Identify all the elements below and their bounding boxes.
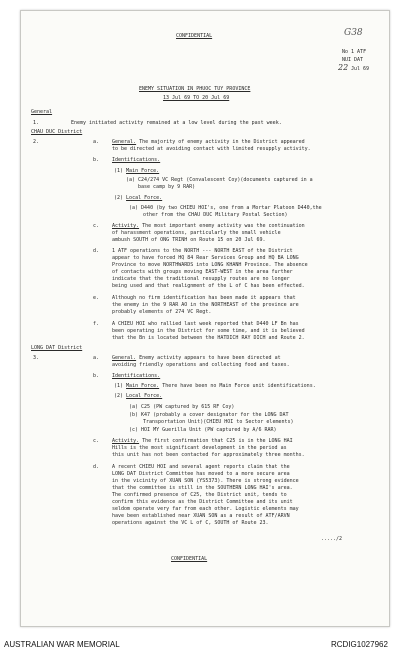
para-text: other from the CHAU DUC Military Postal Section): [143, 212, 288, 218]
para-text: that the committee is still in the SOUTHERN LONG HAI's area.: [112, 485, 293, 491]
para-text: (a) C24/274 VC Regt (Convalescent Coy)(documents captured in a: [126, 177, 313, 183]
archive-name: AUSTRALIAN WAR MEMORIAL: [4, 640, 120, 649]
para-text: A CHIEU HOI who rallied last week reported that D440 LF Bn has: [112, 321, 299, 327]
para-text: (a) D440 (by two CHIEU HOI's, one from a Mortar Platoon D440,the: [129, 205, 322, 211]
para-text: appear to have forced HQ 84 Rear Services Group and HQ BA LONG: [112, 255, 299, 261]
para-text: base camp by 9 RAR): [138, 184, 196, 190]
sub-label: a.: [93, 139, 100, 145]
item-title: Main Force.: [126, 168, 160, 174]
sub-title: Identifications.: [112, 157, 161, 163]
para-text: (a) C25 (PW captured by 615 RF Coy): [129, 404, 235, 410]
archive-reference: RCDIG1027962: [331, 640, 388, 649]
sub-title: Activity.: [112, 223, 140, 229]
para-text: in the vicinity of XUAN SON (YS5373). There is strong evidence: [112, 478, 299, 484]
para-text: this unit has not been contacted for approximately three months.: [112, 452, 305, 458]
para-text: Although no firm identification has been made it appears that: [112, 295, 296, 301]
para-text: being used and that realignment of the L of C has been effected.: [112, 283, 305, 289]
reference-unit: NUI DAT: [342, 57, 364, 63]
item-number: (1): [114, 168, 124, 174]
item-number: (2): [114, 195, 124, 201]
sub-label: c.: [93, 223, 100, 229]
document-title: ENEMY SITUATION IN PHUOC TUY PROVINCE: [139, 86, 251, 92]
para-text: ambush SOUTH of ONG TRINH on Route 15 on 20 Jul 69.: [112, 237, 266, 243]
long-dat-heading: LONG DAT District: [31, 345, 83, 351]
general-text: Enemy initiated activity remained at a low level during the past week.: [71, 120, 282, 126]
para-text: The confirmed presence of C25, the District unit, tends to: [112, 492, 287, 498]
para-text: the enemy in the 9 RAR AO in the NORTHEAST of the province are: [112, 302, 299, 308]
sub-label: b.: [93, 373, 100, 379]
item-number: (1): [114, 383, 124, 389]
para-text: that the Bn is located between the HATDICH RAY DICH and Route 2.: [112, 335, 305, 341]
para-text: of harassment operations, particularly the small vehicle: [112, 230, 281, 236]
para-number: 2.: [33, 139, 40, 145]
para-text: (c) HOI MY Guerilla Unit (PW captured by A/6 RAR): [129, 427, 277, 433]
para-text: Enemy activity appears to have been directed at: [139, 355, 281, 361]
para-text: to be directed at avoiding contact with limited resupply activity.: [112, 146, 311, 152]
item-title: Main Force.: [126, 383, 160, 389]
para-text: There have been no Main Force unit identifications.: [162, 383, 316, 389]
footer-classification: CONFIDENTIAL: [171, 556, 208, 562]
item-title: Local Force.: [126, 195, 163, 201]
continuation-marker: ...../2: [321, 536, 343, 542]
sub-title: General.: [112, 139, 137, 145]
para-text: confirm this evidence as the District Committee and its unit: [112, 499, 293, 505]
sub-label: b.: [93, 157, 100, 163]
sub-label: a.: [93, 355, 100, 361]
sub-title: Identifications.: [112, 373, 161, 379]
para-text: been operating in the District for some time, and it is believed: [112, 328, 305, 334]
item-number: (2): [114, 393, 124, 399]
para-text: indicate that the traditional resupply routes are no longer: [112, 276, 290, 282]
handwritten-date: 22: [338, 63, 349, 72]
document-period: 13 Jul 69 TO 20 Jul 69: [163, 95, 230, 101]
sub-title: General.: [112, 355, 137, 361]
general-heading: General: [31, 109, 53, 115]
para-text: of contacts with groups moving EAST-WEST in the area further: [112, 269, 293, 275]
para-number: 3.: [33, 355, 40, 361]
para-text: Hills is the most significant development in the period as: [112, 445, 287, 451]
para-text: Transportation Unit)(CHIEU HOI to Sector elements): [143, 419, 294, 425]
para-text: The first confirmation that C25 is in the LONG HAI: [142, 438, 293, 444]
sub-label: c.: [93, 438, 100, 444]
chau-duc-heading: CHAU DUC District: [31, 129, 83, 135]
document-page: [20, 10, 390, 627]
handwritten-page-number: G38: [344, 28, 363, 38]
sub-label: f.: [93, 321, 100, 327]
reference-number: No 1 ATF: [342, 49, 367, 55]
reference-date: Jul 69: [351, 66, 370, 72]
sub-label: d.: [93, 464, 100, 470]
para-number: 1.: [33, 120, 40, 126]
para-text: A recent CHIEU HOI and several agent reports claim that the: [112, 464, 290, 470]
para-text: LONG DAT District Committee has moved to a more secure area: [112, 471, 290, 477]
para-text: have been established near XUAN SON as a result of ATF/ARVN: [112, 513, 290, 519]
header-classification: CONFIDENTIAL: [176, 33, 213, 39]
para-text: The most important enemy activity was the continuation: [142, 223, 305, 229]
para-text: seldom operate very far from each other. Logistic elements may: [112, 506, 299, 512]
para-text: (b) K47 (probably a cover designator for the LONG DAT: [129, 412, 289, 418]
item-title: Local Force.: [126, 393, 163, 399]
sub-title: Activity.: [112, 438, 140, 444]
para-text: probably elements of 274 VC Regt.: [112, 309, 212, 315]
sub-label: e.: [93, 295, 100, 301]
para-text: 1 ATF operations to the NORTH --- NORTH EAST of the District: [112, 248, 293, 254]
sub-label: d.: [93, 248, 100, 254]
para-text: avoiding friendly operations and collecting food and taxes.: [112, 362, 290, 368]
para-text: The majority of enemy activity in the District appeared: [139, 139, 305, 145]
para-text: Province to move NORTHWARDS into LONG KHANH Province. The absence: [112, 262, 308, 268]
para-text: operations against the VC L of C, SOUTH of Route 23.: [112, 520, 269, 526]
